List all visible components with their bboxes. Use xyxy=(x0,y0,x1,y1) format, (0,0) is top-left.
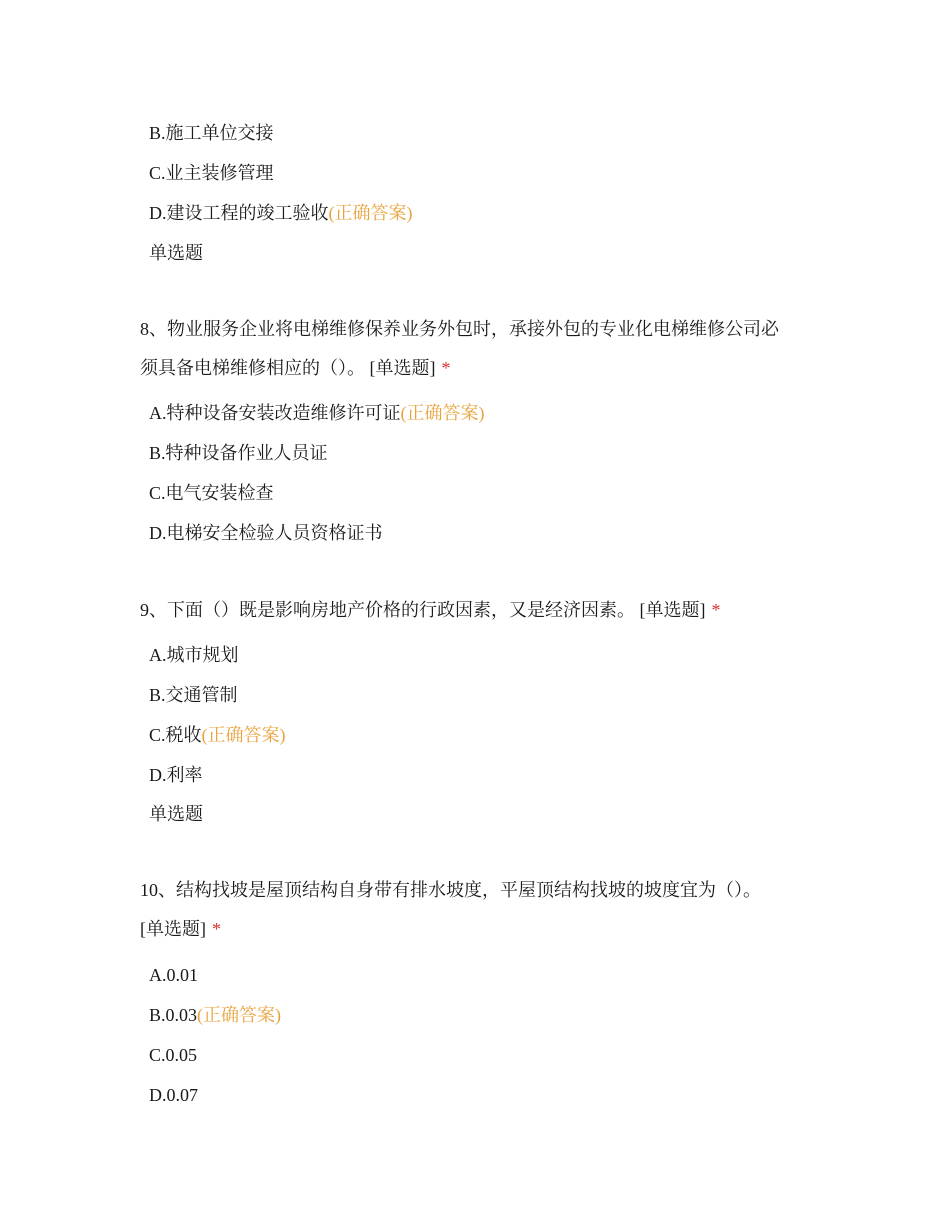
option-text: A.特种设备安装改造维修许可证 xyxy=(149,403,401,423)
q8-option-d xyxy=(149,521,383,545)
option-text: B.施工单位交接 xyxy=(149,123,274,143)
option-text: A.城市规划 xyxy=(149,645,239,665)
option-text: D.0.07 xyxy=(149,1085,198,1105)
required-mark: * xyxy=(441,358,451,378)
q8-option-c xyxy=(149,481,274,505)
q9-option-b xyxy=(149,683,238,707)
question-text: 须具备电梯维修相应的（）。 [单选题] xyxy=(140,358,436,378)
question-text: [单选题] xyxy=(140,919,206,939)
question-text: 8、物业服务企业将电梯维修保养业务外包时，承接外包的专业化电梯维修公司必 xyxy=(140,319,779,339)
q10-stem-line2 xyxy=(140,917,221,941)
option-text: B.交通管制 xyxy=(149,685,238,705)
q8-stem-line1 xyxy=(140,317,779,341)
q9-option-a xyxy=(149,643,239,667)
type-note: 单选题 xyxy=(149,804,203,824)
option-text: D.建设工程的竣工验收 xyxy=(149,203,329,223)
q8-option-b xyxy=(149,441,328,465)
option-text: C.业主装修管理 xyxy=(149,163,274,183)
q10-option-d xyxy=(149,1083,198,1107)
option-text: D.利率 xyxy=(149,765,203,785)
q10-option-a xyxy=(149,963,198,987)
q7-option-c xyxy=(149,161,274,185)
q8-option-a xyxy=(149,401,485,425)
option-text: C.税收 xyxy=(149,725,202,745)
option-text: C.0.05 xyxy=(149,1045,198,1065)
q9-option-c xyxy=(149,723,286,747)
q9-option-d xyxy=(149,763,203,787)
q7-option-d xyxy=(149,201,413,225)
required-mark: * xyxy=(212,919,221,939)
option-text: A.0.01 xyxy=(149,965,198,985)
q9-type-note xyxy=(149,802,203,826)
q8-stem-line2 xyxy=(140,356,451,380)
question-text: 10、结构找坡是屋顶结构自身带有排水坡度，平屋顶结构找坡的坡度宜为（）。 xyxy=(140,880,761,900)
q7-option-b xyxy=(149,121,274,145)
correct-answer-mark: (正确答案) xyxy=(328,203,413,223)
correct-answer-mark: (正确答案) xyxy=(197,1005,282,1025)
type-note: 单选题 xyxy=(149,243,203,263)
option-text: C.电气安装检查 xyxy=(149,483,274,503)
q10-option-b xyxy=(149,1003,281,1027)
q7-type-note xyxy=(149,241,203,265)
q10-stem-line1 xyxy=(140,878,761,902)
correct-answer-mark: (正确答案) xyxy=(400,403,485,423)
option-text: D.电梯安全检验人员资格证书 xyxy=(149,523,383,543)
correct-answer-mark: (正确答案) xyxy=(201,725,286,745)
q9-stem-line1 xyxy=(140,598,721,622)
option-text: B.特种设备作业人员证 xyxy=(149,443,328,463)
required-mark: * xyxy=(711,600,721,620)
option-text: B.0.03 xyxy=(149,1005,198,1025)
question-text: 9、下面（）既是影响房地产价格的行政因素，又是经济因素。 [单选题] xyxy=(140,600,706,620)
q10-option-c xyxy=(149,1043,197,1067)
